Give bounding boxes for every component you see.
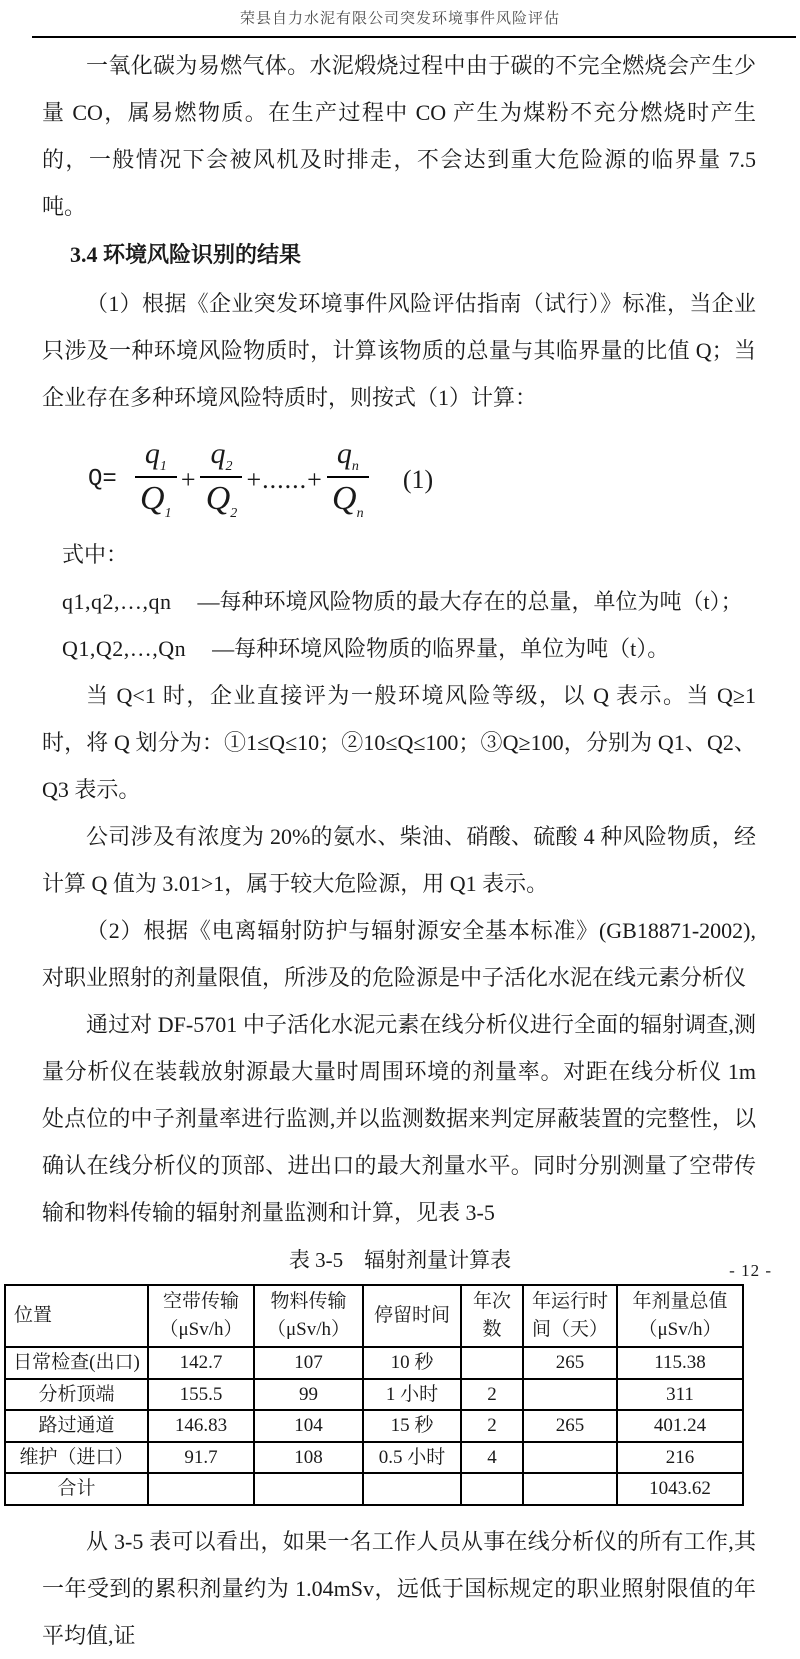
formula-plus-1: + <box>180 464 197 494</box>
header-empty-belt: 空带传输（μSv/h） <box>148 1285 254 1347</box>
paragraph-conclusion: 从 3-5 表可以看出，如果一名工作人员从事在线分析仪的所有工作,其一年受到的累积剂量约为 1.04mSv，远低于国标规定的职业照射限值的年平均值,证 <box>42 1528 756 1648</box>
table-cell: 10 秒 <box>363 1347 461 1379</box>
paragraph-guideline-q: （1）根据《企业突发环境事件风险评估指南（试行）》标准，当企业只涉及一种环境风险物质时，计算该物质的总量与其临界量的比值 Q；当企业存在多种环境风险特质时，则按式（1）计算： <box>42 291 756 410</box>
formula-fraction-n: $\frac{q_n}{Q_n}$ <box>327 437 369 522</box>
paragraph-q-classification: 当 Q<1 时，企业直接评为一般环境风险等级，以 Q 表示。当 Q≥1 时，将 Q 划分为：①1≤Q≤10；②10≤Q≤100；③Q≥100，分别为 Q1、Q2、Q3 表示。 <box>42 683 756 802</box>
formula-ellipsis-plus: +......+ <box>246 464 323 494</box>
table-cell: 1 小时 <box>363 1379 461 1411</box>
table-row <box>5 1442 743 1474</box>
page-number: - 12 - <box>729 1261 772 1280</box>
document-body <box>0 38 800 1236</box>
table-3-5-title: 表 3-5 辐射剂量计算表 <box>288 1248 512 1272</box>
formula-fraction-2: $\frac{q_2}{Q_2}$ <box>200 437 242 522</box>
after-table-text <box>0 1514 800 1659</box>
table-cell <box>254 1473 363 1505</box>
table-cell: 0.5 小时 <box>363 1442 461 1474</box>
table-cell <box>523 1473 617 1505</box>
document-header-title: 荣县自力水泥有限公司突发环境事件风险评估 <box>239 11 560 27</box>
table-cell <box>461 1473 523 1505</box>
table-header-row <box>5 1285 743 1347</box>
table-row <box>5 1379 743 1411</box>
header-stay-time: 停留时间 <box>363 1285 461 1347</box>
formula-lhs: Q= <box>88 465 117 493</box>
table-cell <box>523 1442 617 1474</box>
table-cell <box>461 1347 523 1379</box>
table-cell: 265 <box>523 1347 617 1379</box>
header-material: 物料传输（μSv/h） <box>254 1285 363 1347</box>
table-cell: 15 秒 <box>363 1410 461 1442</box>
header-times-per-year: 年次数 <box>461 1285 523 1347</box>
table-cell: 2 <box>461 1410 523 1442</box>
table-cell: 311 <box>617 1379 743 1411</box>
table-cell: 146.83 <box>148 1410 254 1442</box>
table-cell: 合计 <box>5 1473 148 1505</box>
table-cell: 401.24 <box>617 1410 743 1442</box>
table-row <box>5 1410 743 1442</box>
header-annual-dose: 年剂量总值（μSv/h） <box>617 1285 743 1347</box>
header-operating-days: 年运行时间（天） <box>523 1285 617 1347</box>
table-cell: 4 <box>461 1442 523 1474</box>
paragraph-co-flammable: 一氧化碳为易燃气体。水泥煅烧过程中由于碳的不完全燃烧会产生少量 CO，属易燃物质。在生产过程中 CO 产生为煤粉不充分燃烧时产生的，一般情况下会被风机及时排走，不会达到重大危险源的临界量 7.5 吨。 <box>42 53 756 219</box>
table-cell: 2 <box>461 1379 523 1411</box>
table-cell: 91.7 <box>148 1442 254 1474</box>
table-cell <box>363 1473 461 1505</box>
table-cell: 265 <box>523 1410 617 1442</box>
paragraph-df5701-survey: 通过对 DF-5701 中子活化水泥元素在线分析仪进行全面的辐射调查,测量分析仪在装载放射源最大量时周围环境的剂量率。对距在线分析仪 1m 处点位的中子剂量率进行监测,并以监测数据来判定屏蔽装置的完整性，以确认在线分析仪的顶部、进出口的最大剂量水平。同时分别测量了空带传输和物料传输的辐射剂量监测和计算，见表 3-5 <box>42 1012 756 1225</box>
formula-where-label: 式中： <box>62 542 129 567</box>
table-cell: 115.38 <box>617 1347 743 1379</box>
definition-line-Q: Q1,Q2,…,Qn —每种环境风险物质的临界量，单位为吨（t）。 <box>62 636 670 661</box>
formula-q-equation <box>88 433 756 525</box>
table-cell: 104 <box>254 1410 363 1442</box>
table-cell <box>148 1473 254 1505</box>
table-cell <box>523 1379 617 1411</box>
table-row <box>5 1347 743 1379</box>
table-cell: 108 <box>254 1442 363 1474</box>
formula-equation-number: (1) <box>402 464 434 494</box>
table-cell: 维护（进口） <box>5 1442 148 1474</box>
formula-fraction-1: $\frac{q_1}{Q_1}$ <box>135 437 177 522</box>
table-cell: 142.7 <box>148 1347 254 1379</box>
table-cell: 分析顶端 <box>5 1379 148 1411</box>
header-position: 位置 <box>5 1285 148 1347</box>
table-row-total <box>5 1473 743 1505</box>
definition-line-q: q1,q2,…,qn —每种环境风险物质的最大存在的总量，单位为吨（t）； <box>62 589 743 614</box>
table-cell: 99 <box>254 1379 363 1411</box>
table-cell: 107 <box>254 1347 363 1379</box>
paragraph-radiation-standard: （2）根据《电离辐射防护与辐射源安全基本标准》(GB18871-2002),对职业照射的剂量限值，所涉及的危险源是中子活化水泥在线元素分析仪 <box>42 918 756 990</box>
table-cell: 1043.62 <box>617 1473 743 1505</box>
radiation-dose-table <box>4 1284 744 1506</box>
table-cell: 155.5 <box>148 1379 254 1411</box>
table-cell: 路过通道 <box>5 1410 148 1442</box>
table-cell: 日常检查(出口) <box>5 1347 148 1379</box>
section-heading-3-4: 3.4 环境风险识别的结果 <box>70 242 302 267</box>
paragraph-company-substances: 公司涉及有浓度为 20%的氨水、柴油、硝酸、硫酸 4 种风险物质，经计算 Q 值为 3.01>1，属于较大危险源，用 Q1 表示。 <box>42 824 756 896</box>
table-cell: 216 <box>617 1442 743 1474</box>
